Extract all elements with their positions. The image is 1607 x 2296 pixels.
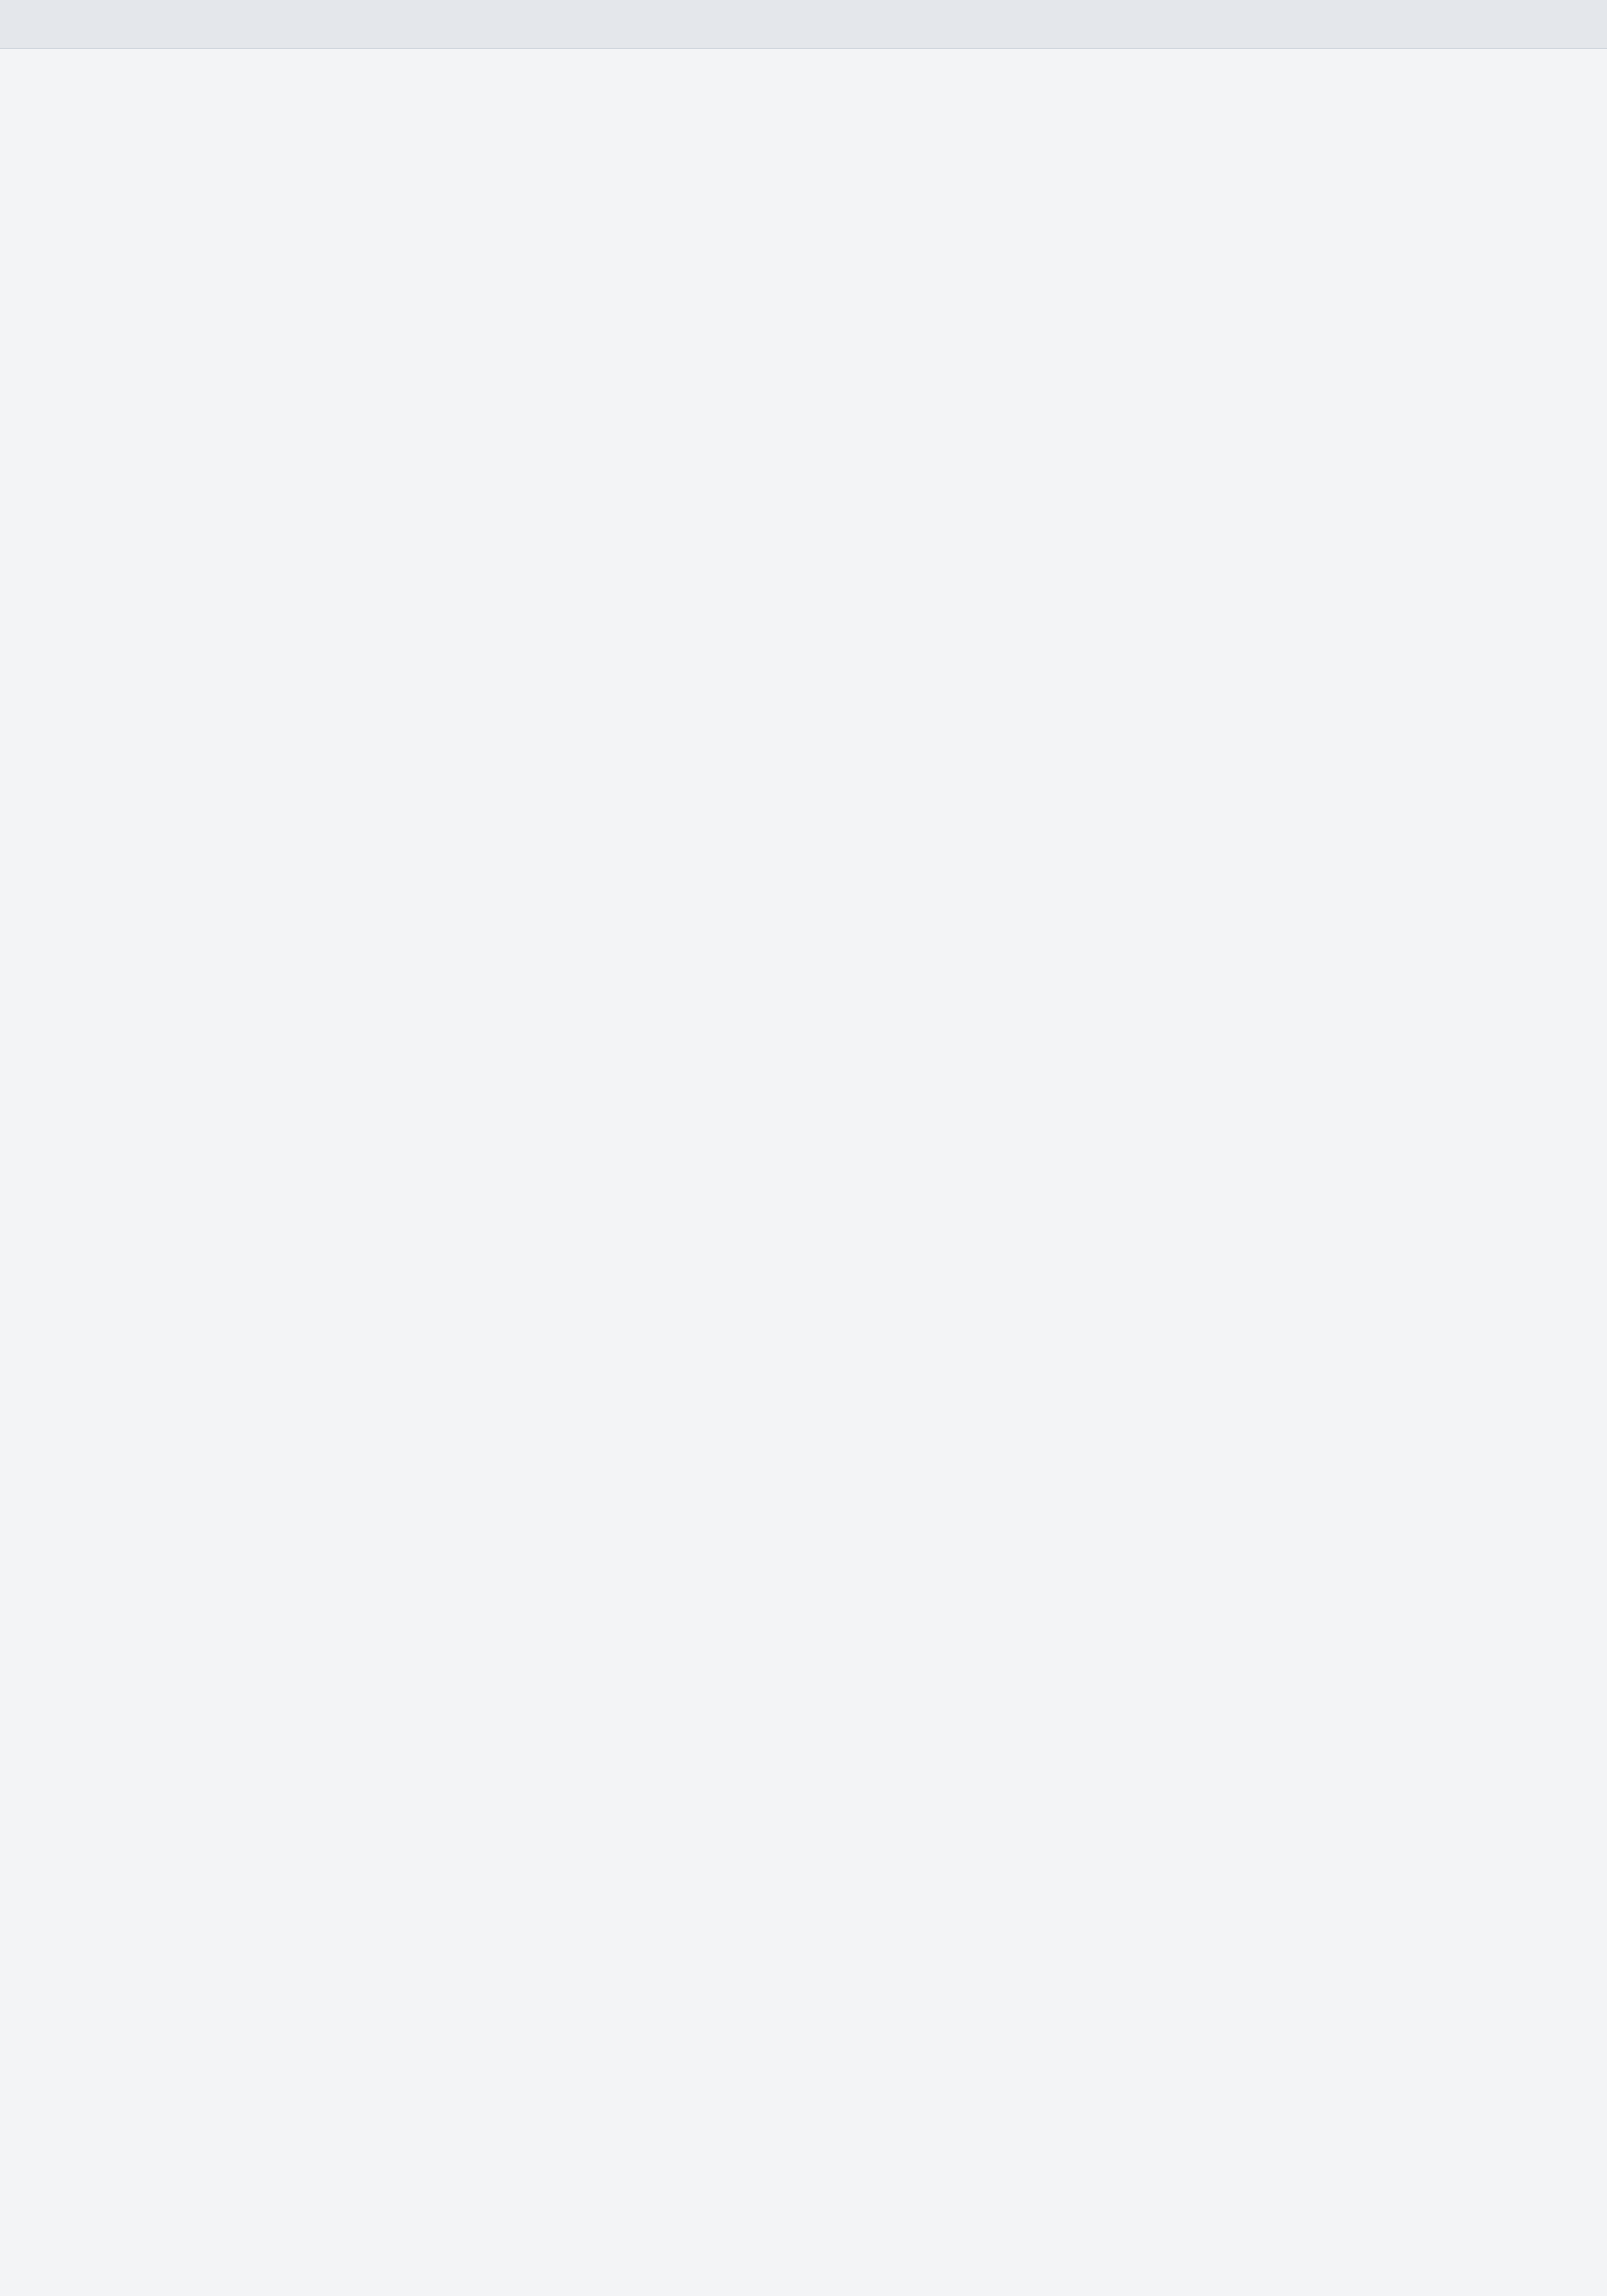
main-content [0, 49, 1607, 2296]
title-bar [0, 0, 1607, 49]
